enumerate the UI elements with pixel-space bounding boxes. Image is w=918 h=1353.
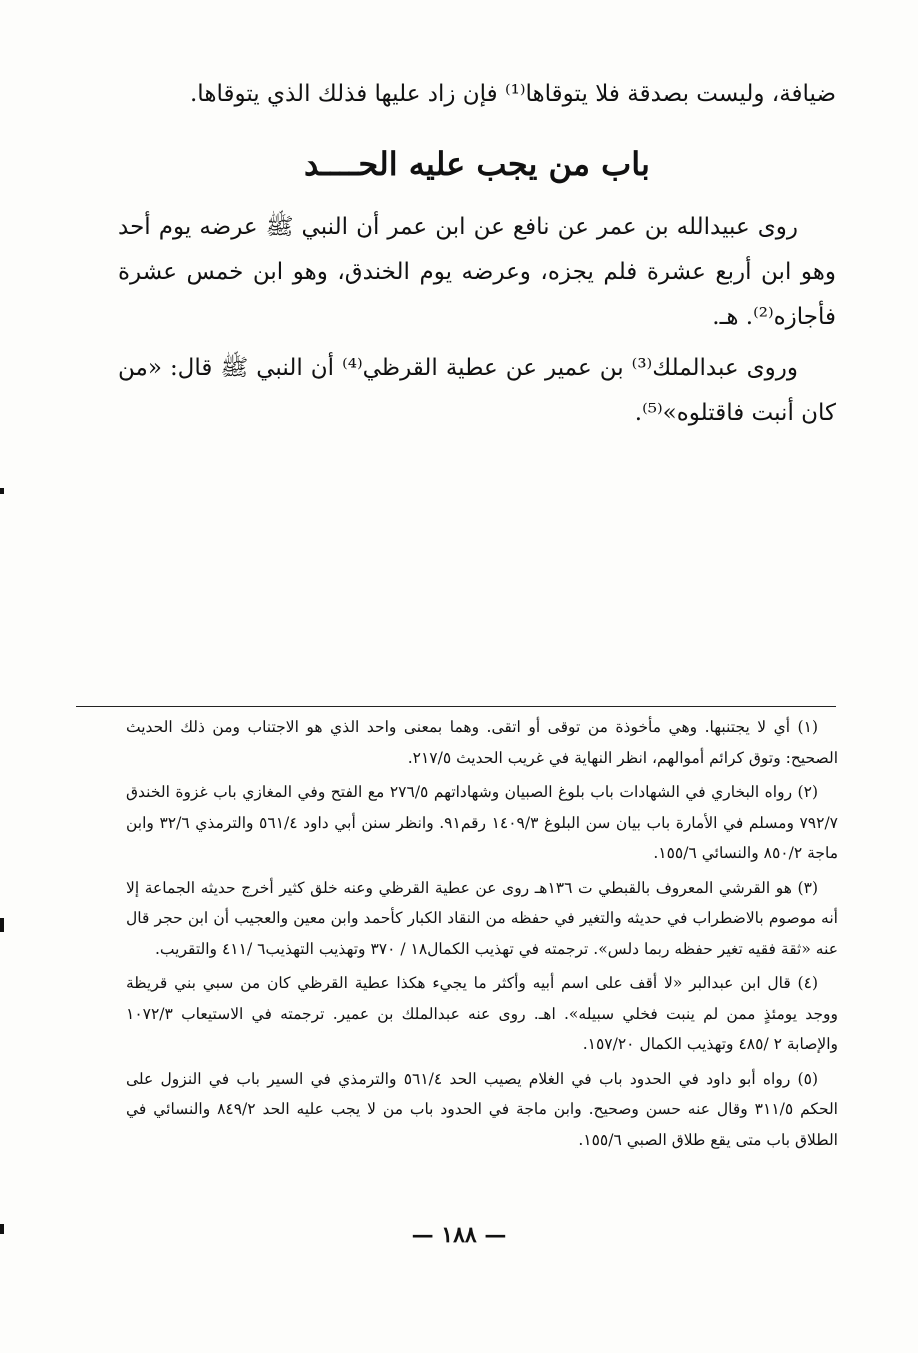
footnote-separator — [76, 706, 836, 707]
scan-edge-mark — [0, 488, 4, 494]
footnote-5: (٥) رواه أبو داود في الحدود باب في الغلام يصيب الحد ٥٦١/٤ والترمذي في السير باب في النزول على الحكم ٣١١/٥ وقال عنه حسن وصحيح. وابن ماجة في الحدود باب من لا يجب عليه الحد ٨٤٩/٢ والنسائي في الطلاق باب متى يقع طلاق الصبي ١٥٥/٦. — [126, 1069, 838, 1149]
chapter-heading: باب من يجب عليه الحــــد — [304, 145, 650, 183]
continuation-line: ضيافة، وليست بصدقة فلا يتوقاها⁽¹⁾ فإن زاد عليها فذلك الذي يتوقاها. — [190, 81, 836, 107]
footnote-1: (١) أي لا يجتنبها. وهي مأخوذة من توقى أو اتقى. وهما بمعنى واحد الذي هو الاجتناب ومن ذلك الحديث الصحيح: وتوق كرائم أموالهم، انظر النهاية في غريب الحديث ٢١٧/٥. — [126, 718, 838, 767]
footnote-2: (٢) رواه البخاري في الشهادات باب بلوغ الصبيان وشهاداتهم ٢٧٦/٥ مع الفتح وفي المغازي باب غزوة الخندق ٧٩٢/٧ ومسلم في الأمارة باب بيان سن البلوغ ١٤٠٩/٣ رقم٩١. وانظر سنن أبي داود ٥٦١/٤ والترمذي ٣٢/٦ وابن ماجة ٨٥٠/٢ والنسائي ١٥٥/٦. — [126, 783, 838, 862]
footnote-4: (٤) قال ابن عبدالبر «لا أقف على اسم أبيه وأكثر ما يجيء هكذا عطية القرظي كان من سبي بني قريظة ووجد يومئذٍ ممن لم ينبت فخلي سبيله». اهـ. روى عنه عبدالملك بن عمير. ترجمته في الاستيعاب ١٠٧٢/٣ والإصابة ٢ /٤٨٥ وتهذيب الكمال ١٥٧/٢٠. — [126, 974, 838, 1053]
scan-edge-mark — [0, 1224, 4, 1234]
footnote-3: (٣) هو القرشي المعروف بالقبطي ت ١٣٦هـ روى عن عطية القرظي وعنه خلق كثير أخرج حديثه الجماعة إلا أنه موصوم بالاضطراب في حديثه والتغير في حفظه من النقاد الكبار كأحمد وابن معين والعجيب أن ابن حجر قال عنه «ثقة فقيه تغير حفظه ربما دلس». ترجمته في تهذيب الكمال١٨ / ٣٧٠ وتهذيب التهذيب٦ /٤١١ والتقريب. — [126, 878, 838, 958]
scan-edge-mark — [0, 918, 4, 932]
paragraph-2: وروى عبدالملك⁽³⁾ بن عمير عن عطية القرظي⁽⁴⁾ أن النبي ﷺ قال: «من كان أنبت فاقتلوه»⁽⁵⁾. — [118, 355, 836, 426]
page-number: — ١٨٨ — — [411, 1222, 507, 1248]
paragraph-1: روى عبيدالله بن عمر عن نافع عن ابن عمر أن النبي ﷺ عرضه يوم أحد وهو ابن أربع عشرة فلم يجزه، وعرضه يوم الخندق، وهو ابن خمس عشرة فأجازه⁽²⁾. هـ. — [118, 214, 836, 330]
footnotes — [126, 712, 838, 1159]
